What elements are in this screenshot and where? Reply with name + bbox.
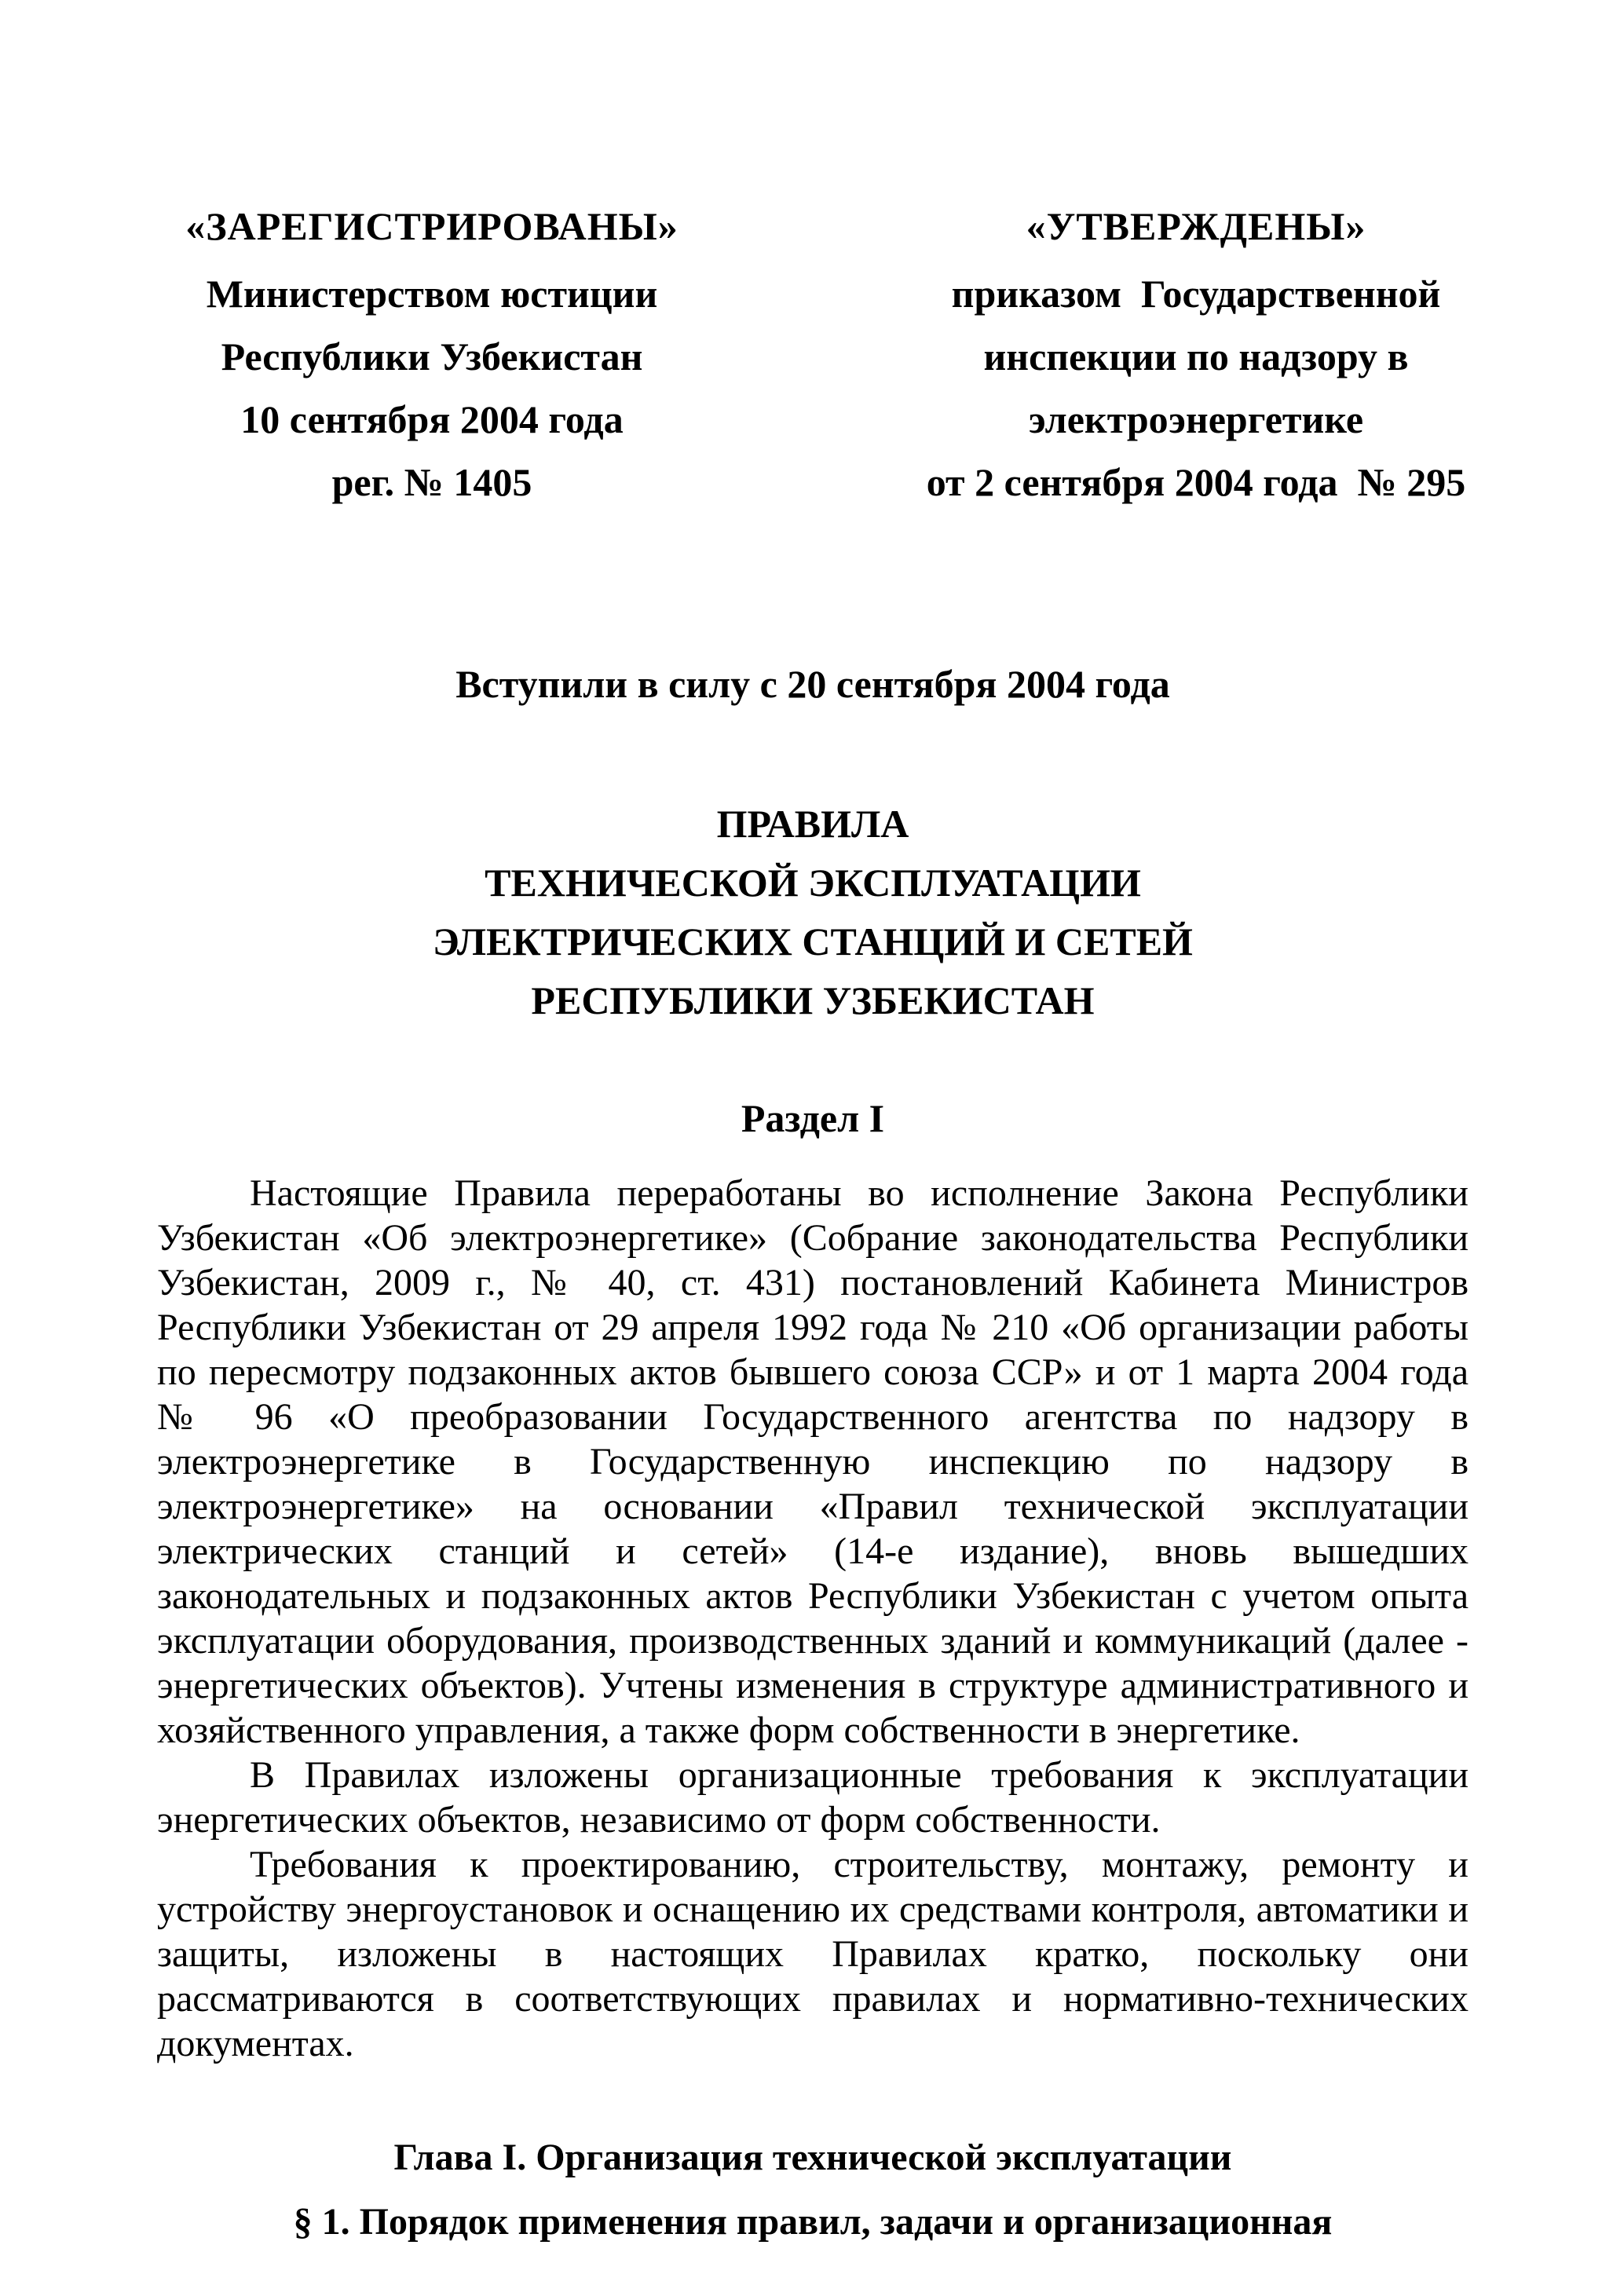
approved-block-title: «УТВЕРЖДЕНЫ»	[1026, 204, 1366, 248]
registered-block-line: рег. № 1405	[331, 460, 532, 504]
approved-block-line: приказом Государственной	[951, 272, 1441, 316]
registered-block	[157, 195, 707, 514]
approved-block	[870, 195, 1522, 514]
paragraph: Требования к проектированию, строительству, монтажу, ремонту и устройству энергоустановок и оснащению их средствами контроля, автоматики и защиты, изложены в настоящих Правилах кратко, поскольку они рассматриваются в соответствующих правилах и нормативно-технических документах.	[157, 1844, 1469, 2064]
registered-block-title: «ЗАРЕГИСТРИРОВАНЫ»	[185, 204, 678, 248]
registered-block-line: Министерством юстиции	[206, 272, 658, 316]
registered-block-line: 10 сентября 2004 года	[240, 397, 624, 441]
registered-block-line: Республики Узбекистан	[221, 335, 643, 378]
main-title-line: РЕСПУБЛИКИ УЗБЕКИСТАН	[531, 978, 1095, 1022]
main-title-line: ЭЛЕКТРИЧЕСКИХ СТАНЦИЙ И СЕТЕЙ	[433, 919, 1193, 963]
approved-block-line: электроэнергетике	[1028, 397, 1364, 441]
main-title-line: ПРАВИЛА	[716, 802, 909, 846]
main-title-line: ТЕХНИЧЕСКОЙ ЭКСПЛУАТАЦИИ	[485, 861, 1141, 905]
approved-block-line: от 2 сентября 2004 года № 295	[926, 460, 1466, 504]
approval-header	[0, 0, 1624, 514]
main-title	[157, 795, 1469, 1030]
approved-block-line: инспекции по надзору в	[983, 335, 1409, 378]
section-heading: Раздел I	[741, 1096, 885, 1140]
document-body	[0, 661, 1624, 2244]
chapter-heading: Глава I. Организация технической эксплуатации	[393, 2137, 1232, 2178]
paragraph: Настоящие Правила переработаны во исполнение Закона Республики Узбекистан «Об электроэнергетике» (Собрание законодательства Республики Узбекистан, 2009 г., № 40, ст. 431) постановлений Кабинета Министров Республики Узбекистан от 29 апреля 1992 года № 210 «Об организации работы по пересмотру подзаконных актов бывшего союза ССР» и от 1 марта 2004 года № 96 «О преобразовании Государственного агентства по надзору в электроэнергетике в Государственную инспекцию по надзору в электроэнергетике» на основании «Правил технической эксплуатации электрических станций и сетей» (14-е издание), вновь вышедших законодательных и подзаконных актов Республики Узбекистан с учетом опыта эксплуатации оборудования, производственных зданий и коммуникаций (далее - энергетических объектов). Учтены изменения в структуре административного и хозяйственного управления, а также форм собственности в энергетике.	[157, 1172, 1469, 1751]
clause-heading: § 1. Порядок применения правил, задачи и организационная	[293, 2201, 1333, 2243]
effective-date-line: Вступили в силу с 20 сентября 2004 года	[455, 662, 1170, 706]
paragraph: В Правилах изложены организационные требования к эксплуатации энергетических объектов, независимо от форм собственности.	[157, 1754, 1469, 1841]
